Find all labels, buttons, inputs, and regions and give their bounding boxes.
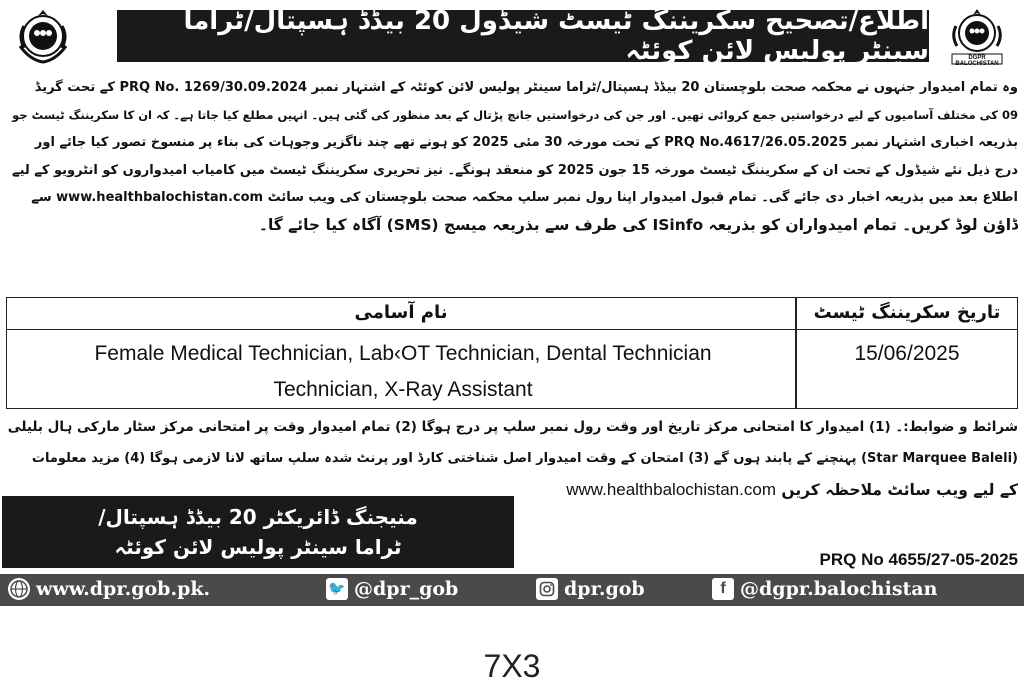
body-line: ڈاؤن لوڈ کریں۔ تمام امیدواران کو بذریعہ ISinfo کی طرف سے بذریعہ میسج (SMS) آگاہ کیا جائے گا۔	[258, 215, 1018, 234]
signature-line: ٹراما سینٹر پولیس لائن کوئٹہ	[114, 535, 402, 559]
footer-website-text: www.dpr.gob.pk.	[36, 578, 211, 600]
footer-twitter[interactable]	[326, 578, 458, 600]
screening-date-cell: 15/06/2025	[854, 342, 960, 365]
ad-size-code: 7X3	[483, 648, 541, 684]
footer-facebook[interactable]	[712, 578, 937, 600]
body-line: درج ذیل نئے شیڈول کے تحت ان کے سکریننگ ٹیسٹ مورخہ 15 جون 2025 کو منعقد ہونگے۔ نیز تحریری سکریننگ ٹیسٹ میں کامیاب امیدواروں کو انٹرویو کے لیے	[11, 162, 1018, 178]
footer-website[interactable]	[8, 578, 210, 600]
terms-line: (Star Marquee Baleli) پہنچنے کے پابند ہوں گے (3) امتحان کے وقت امیدوار اصل شناختی کارڈ اور پرنٹ شدہ سلپ ساتھ لانا لازمی ہوگا (4) مزید معلومات	[31, 451, 1018, 466]
instagram-icon	[536, 578, 558, 600]
footer-twitter-handle: @dpr_gob	[354, 578, 459, 600]
terms-and-conditions	[8, 412, 1018, 505]
notice-body	[8, 74, 1018, 240]
terms-line-urdu: کے لیے ویب سائٹ ملاحظہ کریں	[781, 481, 1018, 499]
date-column-header: تاریخ سکریننگ ٹیسٹ	[813, 302, 1001, 323]
footer-facebook-handle: @dgpr.balochistan	[740, 578, 938, 600]
signature-box	[2, 496, 514, 568]
post-column-header: نام آسامی	[354, 302, 448, 323]
notice-title: اطلاع/تصحیح سکریننگ ٹیسٹ شیڈول 20 بیڈڈ ہسپتال/ٹراما سینٹر پولیس لائن کوئٹہ	[117, 10, 929, 62]
post-names-line: Technician, X-Ray Assistant	[273, 378, 533, 401]
dgpr-logo-caption: DGPR BALOCHISTAN	[955, 55, 999, 67]
prq-number: PRQ No 4655/27-05-2025	[819, 550, 1018, 569]
terms-line: شرائط و ضوابط:۔ (1) امیدوار کا امتحانی مرکز تاریخ اور وقت رول نمبر سلپ پر درج ہوگا (2) تمام امیدوار وقت پر امتحانی مرکز سٹار مارکی ہال بلیلی	[8, 419, 1018, 435]
facebook-icon: f	[712, 578, 734, 600]
dgpr-footer-bar	[0, 574, 1024, 606]
globe-icon	[8, 578, 30, 600]
health-website-link[interactable]: www.healthbalochistan.com	[566, 480, 776, 499]
post-names-cell	[15, 336, 791, 408]
signature-line: منیجنگ ڈائریکٹر 20 بیڈڈ ہسپتال/	[98, 505, 418, 529]
balochistan-government-logo-icon	[8, 6, 78, 68]
body-line: بذریعہ اخباری اشتہار نمبر PRQ No.4617/26.05.2025 کے تحت مورخہ 30 مئی 2025 کو ہونے تھے چند ناگزیر وجوہات کی بناء پر منسوخ تصور کیا جائے اور	[34, 135, 1018, 151]
post-names-line: Female Medical Technician, Lab‹OT Technician, Dental Technician	[94, 342, 712, 365]
footer-instagram-handle: dpr.gob	[564, 578, 645, 600]
schedule-table	[6, 297, 1018, 409]
twitter-icon: 🐦	[326, 578, 348, 600]
body-line: 09 کی مختلف آسامیوں کے لیے درخواستیں جمع کروائی تھیں۔ اور جن کی درخواستیں جانچ پڑتال کے بعد منظور کی گئی ہیں۔ انہیں مطلع کیا جاتا ہے۔ کہ ان کا سکریننگ ٹیسٹ جو	[12, 107, 1018, 122]
body-line: اطلاع بعد میں بذریعہ اخبار دی جائے گی۔ تمام قبول امیدوار اپنا رول نمبر سلپ محکمہ صحت بلوچستان کی ویب سائٹ www.healthbalochistan.com سے	[31, 190, 1018, 206]
body-line: وہ تمام امیدوار جنہوں نے محکمہ صحت بلوچستان 20 بیڈڈ ہسپتال/ٹراما سینٹر پولیس لائن کوئٹہ کے اشتہار نمبر PRQ No. 1269/30.09.2024 کے تحت گریڈ	[34, 80, 1018, 95]
footer-instagram[interactable]	[536, 578, 645, 600]
